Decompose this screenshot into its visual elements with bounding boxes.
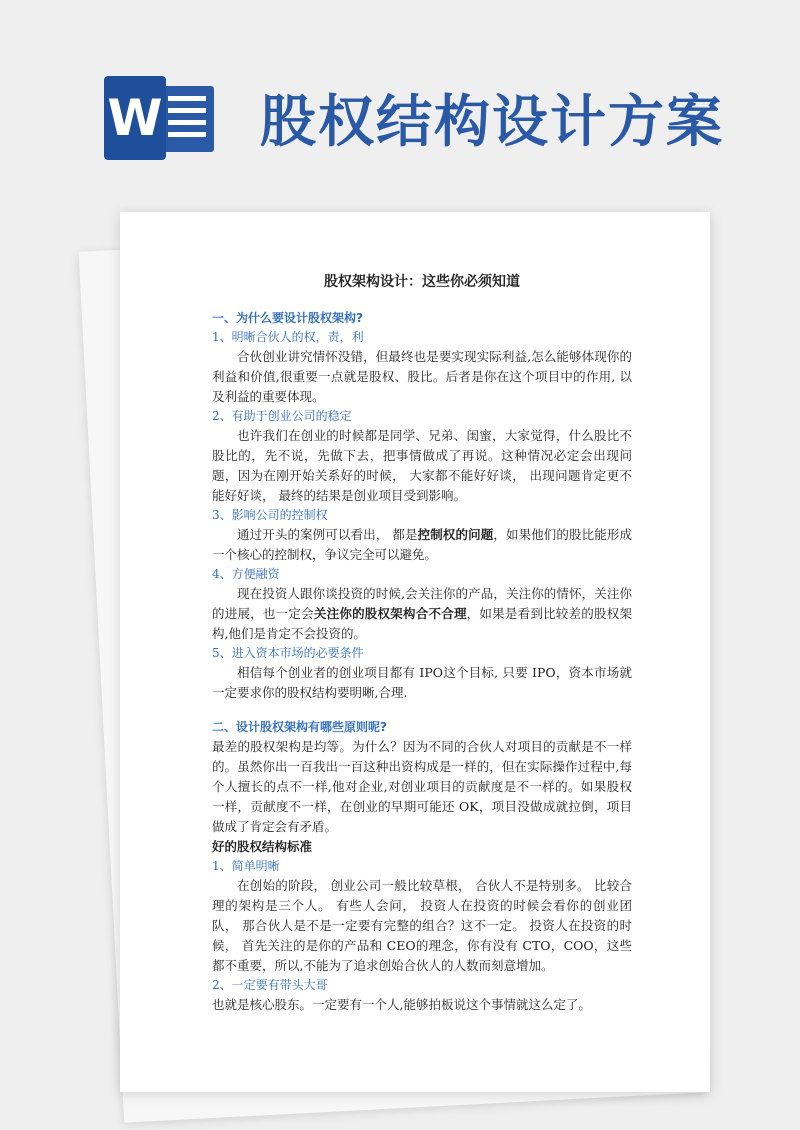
paragraph: 最差的股权架构是均等。为什么？因为不同的合伙人对项目的贡献是不一样的。虽然你出一百我出一百这种出资构成是一样的，但在实际操作过程中,每个人擅长的点不一样,他对企业,对创业项目的贡献度是不一样的。如果股权一样，贡献度不一样，在创业的早期可能还 OK，项目没做成就拉倒，项目做成了肯定会有矛盾。	[212, 739, 632, 834]
spacer	[212, 703, 632, 717]
document-title: 股权架构设计：这些你必须知道	[324, 274, 520, 290]
subsection-heading: 1、简单明晰	[212, 859, 280, 873]
subsection-heading: 2、一定要有带头大哥	[212, 978, 328, 992]
banner-title: 股权结构设计方案	[260, 90, 724, 155]
text-run: 现在投资人跟你谈投资的时候,会关注你的产品，关注你的情怀，关注你的进展，也一定会	[212, 586, 632, 621]
paragraph: 在创始的阶段， 创业公司一般比较草根， 合伙人不是特别多。 比较合理的架构是三个人。 有些人会问， 投资人在投资的时候会看你的创业团队， 那合伙人是不是一定要有完整的组合？这不一定。 投资人在投资的时候， 首先关注的是你的产品和 CEO的理念，你有没有 CTO，COO，这些都不重要，所以,不能为了追求创始合伙人的人数而刻意增加。	[212, 878, 632, 973]
subsection-heading: 4、方便融资	[212, 567, 280, 581]
text-run: 通过开头的案例可以看出， 都是	[237, 527, 418, 542]
paragraph: 相信每个创业者的创业项目都有 IPO这个目标, 只要 IPO，资本市场就一定要求你的股权结构要明晰,合理.	[212, 665, 632, 700]
subsection-heading: 3、影响公司的控制权	[212, 508, 328, 522]
section-heading: 一、为什么要设计股权架构?	[212, 311, 363, 325]
subsection-heading: 2、有助于创业公司的稳定	[212, 409, 352, 423]
subsection-heading: 1、明晰合伙人的权，责，利	[212, 330, 364, 344]
section-heading: 二、设计股权架构有哪些原则呢?	[212, 720, 387, 734]
paragraph: 也就是核心股东。一定要有一个人,能够拍板说这个事情就这么定了。	[212, 997, 591, 1012]
paragraph: 合伙创业讲究情怀没错，但最终也是要实现实际利益,怎么能够体现你的利益和价值,很重要一点就是股权、股比。后者是你在这个项目中的作用, 以及利益的重要体现。	[212, 349, 632, 404]
paragraph	[212, 525, 632, 565]
paragraph	[212, 584, 632, 644]
text-run: ，如果他们的股比能形成一个核心的控制权，争议完全可以避免。	[212, 527, 632, 562]
word-logo	[104, 76, 216, 160]
document-content	[212, 270, 632, 1015]
subsection-heading: 5、进入资本市场的必要条件	[212, 646, 364, 660]
standard-heading: 好的股权结构标准	[212, 839, 313, 854]
word-letter-icon: W	[104, 76, 166, 160]
paragraph: 也许我们在创业的时候都是同学、兄弟、闺蜜，大家觉得，什么股比不股比的，先不说，先做下去，把事情做成了再说。这种情况必定会出现问题，因为在刚开始关系好的时候， 大家都不能好好谈， 出现问题肯定更不能好好谈， 最终的结果是创业项目受到影响。	[212, 428, 632, 503]
bold-text-run: 关注你的股权架构合不合理	[313, 606, 467, 621]
text-run: ，如果是看到比较差的股权架构,他们是肯定不会投资的。	[212, 606, 632, 641]
bold-text-run: 控制权的问题	[417, 527, 494, 542]
